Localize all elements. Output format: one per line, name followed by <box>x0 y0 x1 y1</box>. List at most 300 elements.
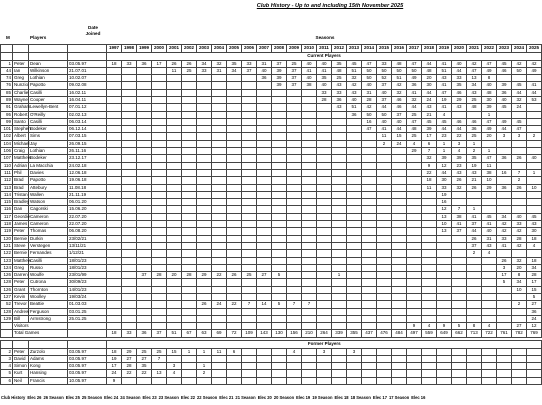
season-games-cell <box>107 133 122 140</box>
season-games-cell <box>422 355 437 362</box>
season-games-cell <box>152 279 167 286</box>
season-games-cell <box>107 235 122 242</box>
summary-cell: 67 <box>182 330 197 337</box>
season-games-cell <box>302 294 317 301</box>
summary-cell: 782 <box>512 330 527 337</box>
date-joined-cell: 07.01.12 <box>68 104 107 111</box>
season-games-cell <box>212 133 227 140</box>
season-games-cell <box>122 89 137 96</box>
season-games-cell: 47 <box>482 60 497 67</box>
season-games-cell <box>137 75 152 82</box>
season-games-cell <box>302 155 317 162</box>
season-games-cell <box>332 301 347 308</box>
member-number-cell: 118 <box>1 221 13 228</box>
season-games-cell <box>392 191 407 198</box>
last-name-cell: Attebury <box>29 184 68 191</box>
first-name-cell: Tristan <box>14 191 28 197</box>
sheet-tab[interactable]: Elec 24 <box>104 395 119 400</box>
last-name-cell: Woolley <box>29 294 68 301</box>
first-name-cell: Bernie <box>14 235 28 241</box>
first-name-cell: James <box>14 221 28 227</box>
season-games-cell <box>167 140 182 147</box>
season-games-cell <box>347 363 362 370</box>
season-games-cell <box>317 184 332 191</box>
date-joined-cell: 16.02.11 <box>68 89 107 96</box>
season-games-cell <box>317 272 332 279</box>
season-games-cell <box>362 348 377 355</box>
season-games-cell <box>407 235 422 242</box>
season-games-cell <box>377 257 392 264</box>
year-header-cell: 1997 <box>107 45 122 53</box>
season-games-cell <box>182 96 197 103</box>
season-games-cell <box>527 75 542 82</box>
season-games-cell <box>122 184 137 191</box>
season-games-cell <box>152 286 167 293</box>
season-games-cell <box>107 213 122 220</box>
season-games-cell <box>137 264 152 271</box>
season-games-cell <box>302 140 317 147</box>
season-games-cell <box>422 363 437 370</box>
season-games-cell <box>122 82 137 89</box>
season-games-cell <box>272 169 287 176</box>
sheet-tab[interactable]: 19 Season <box>312 395 333 400</box>
sheet-tab[interactable]: Elec 17 <box>372 395 387 400</box>
first-name-cell: Charlie <box>14 89 29 95</box>
summary-cell: 355 <box>347 330 362 337</box>
summary-cell: 210 <box>302 330 317 337</box>
season-games-cell <box>122 126 137 133</box>
sheet-tab[interactable]: Elec 23 <box>142 395 157 400</box>
season-games-cell: 32 <box>407 96 422 103</box>
season-games-cell <box>272 133 287 140</box>
season-games-cell <box>227 257 242 264</box>
season-games-cell <box>122 272 137 279</box>
season-games-cell <box>212 199 227 206</box>
season-games-cell <box>302 199 317 206</box>
sheet-tab[interactable]: 22 Season <box>197 395 218 400</box>
sheet-tab[interactable]: 17 Season <box>388 395 410 400</box>
season-games-cell <box>497 177 512 184</box>
summary-cell: 130 <box>272 330 287 337</box>
season-games-cell: 48 <box>467 104 482 111</box>
season-games-cell <box>212 111 227 118</box>
season-games-cell <box>407 177 422 184</box>
season-games-cell <box>167 162 182 169</box>
summary-cell: 476 <box>377 330 392 337</box>
season-games-cell <box>182 242 197 249</box>
summary-cell <box>242 323 257 330</box>
season-games-cell <box>107 96 122 103</box>
season-games-cell <box>137 199 152 206</box>
season-games-cell <box>242 355 257 362</box>
season-games-cell: 33 <box>242 60 257 67</box>
season-games-cell <box>287 169 302 176</box>
season-games-cell <box>287 199 302 206</box>
season-games-cell <box>317 162 332 169</box>
sheet-tab[interactable]: 18 Season <box>350 395 371 400</box>
season-games-cell <box>227 235 242 242</box>
member-number-cell: 95 <box>1 111 13 118</box>
season-games-cell: 44 <box>527 89 542 96</box>
season-games-cell <box>152 264 167 271</box>
season-games-cell <box>347 191 362 198</box>
season-games-cell <box>107 250 122 257</box>
season-games-cell <box>392 363 407 370</box>
season-games-cell <box>362 228 377 235</box>
sheet-tab[interactable]: Elec 26 <box>27 395 42 400</box>
season-games-cell <box>152 162 167 169</box>
season-games-cell <box>452 355 467 362</box>
season-games-cell <box>227 169 242 176</box>
season-games-cell: 36 <box>347 111 362 118</box>
total-games-row <box>1 330 542 337</box>
year-header-cell: 2007 <box>257 45 272 53</box>
season-games-cell <box>317 213 332 220</box>
member-number-cell: 76 <box>1 82 13 89</box>
season-games-cell <box>167 242 182 249</box>
sheet-tab[interactable]: 26 Season <box>43 395 64 400</box>
season-games-cell: 39 <box>422 126 437 133</box>
season-games-cell <box>377 235 392 242</box>
season-games-cell <box>257 355 272 362</box>
year-header-cell: 2019 <box>437 45 452 53</box>
season-games-cell <box>257 206 272 213</box>
season-games-cell <box>137 206 152 213</box>
season-games-cell <box>152 308 167 315</box>
year-header-cell: 2018 <box>422 45 437 53</box>
season-games-cell <box>272 264 287 271</box>
season-games-cell <box>227 206 242 213</box>
season-games-cell <box>407 294 422 301</box>
season-games-cell <box>362 206 377 213</box>
season-games-cell <box>152 191 167 198</box>
season-games-cell <box>407 286 422 293</box>
season-games-cell <box>347 301 362 308</box>
season-games-cell <box>332 111 347 118</box>
season-games-cell <box>392 221 407 228</box>
season-games-cell: 33 <box>452 75 467 82</box>
season-games-cell: 29 <box>197 272 212 279</box>
season-games-cell: 46 <box>497 67 512 74</box>
season-games-cell <box>167 126 182 133</box>
season-games-cell <box>362 133 377 140</box>
season-games-cell <box>272 257 287 264</box>
season-games-cell: 28 <box>122 363 137 370</box>
season-games-cell <box>422 228 437 235</box>
season-games-cell <box>197 221 212 228</box>
season-games-cell <box>527 348 542 355</box>
season-games-cell <box>152 118 167 125</box>
season-games-cell <box>272 221 287 228</box>
summary-cell <box>302 323 317 330</box>
season-games-cell <box>467 191 482 198</box>
first-name-cell: Kurt <box>13 370 29 377</box>
season-games-cell: 40 <box>377 89 392 96</box>
season-games-cell <box>497 206 512 213</box>
season-games-cell: 13 <box>467 75 482 82</box>
season-games-cell <box>137 242 152 249</box>
season-games-cell: 30 <box>422 82 437 89</box>
season-games-cell <box>227 377 242 384</box>
sheet-tab[interactable]: 21 Season <box>235 395 256 400</box>
season-games-cell: 41 <box>452 221 467 228</box>
season-games-cell <box>302 377 317 384</box>
season-games-cell <box>287 221 302 228</box>
season-games-cell <box>152 235 167 242</box>
first-name-cell: David <box>13 355 29 362</box>
season-games-cell: 40 <box>302 60 317 67</box>
last-name-cell: Kong <box>29 363 68 370</box>
date-joined-cell: 16.04.11 <box>68 96 107 103</box>
season-games-cell <box>197 75 212 82</box>
season-games-cell <box>452 235 467 242</box>
season-games-cell: 44 <box>452 126 467 133</box>
season-games-cell <box>152 104 167 111</box>
season-games-cell <box>182 301 197 308</box>
season-games-cell: 25 <box>152 348 167 355</box>
season-games-cell: 41 <box>437 104 452 111</box>
summary-cell <box>362 323 377 330</box>
first-name-cell: Kevin <box>13 294 29 301</box>
season-games-cell <box>227 155 242 162</box>
sheet-tab[interactable]: Elec 21 <box>219 395 234 400</box>
member-number-cell: 113 <box>1 184 13 191</box>
season-games-cell <box>107 279 122 286</box>
season-games-cell <box>482 315 497 322</box>
sheet-tab[interactable]: 20 Season <box>273 395 295 400</box>
date-joined-cell: 06.03.14 <box>68 118 107 125</box>
season-games-cell <box>167 279 182 286</box>
season-games-cell <box>287 264 302 271</box>
first-name-cell: Peter <box>13 228 29 235</box>
date-joined-cell: 10.05.97 <box>68 377 107 384</box>
season-games-cell <box>332 264 347 271</box>
blank-cell <box>13 45 29 53</box>
season-games-cell: 49 <box>527 67 542 74</box>
season-games-cell <box>197 235 212 242</box>
season-games-cell: 40 <box>302 75 317 82</box>
date-joined-cell: 06.01.20 <box>68 199 107 206</box>
sheet-tab[interactable]: Elec 16 <box>411 395 426 400</box>
season-games-cell <box>152 294 167 301</box>
season-games-cell <box>197 279 212 286</box>
season-games-cell <box>167 228 182 235</box>
member-number-cell: 128 <box>1 279 13 286</box>
season-games-cell: 21 <box>422 111 437 118</box>
season-games-cell <box>167 155 182 162</box>
season-games-cell <box>392 257 407 264</box>
summary-cell <box>347 323 362 330</box>
summary-cell: 72 <box>227 330 242 337</box>
season-games-cell: 34 <box>197 60 212 67</box>
sheet-tab[interactable]: Club History <box>1 395 26 400</box>
season-games-cell <box>182 133 197 140</box>
season-games-cell <box>392 355 407 362</box>
season-games-cell <box>332 348 347 355</box>
season-games-cell: 46 <box>467 118 482 125</box>
season-games-cell: 37 <box>287 82 302 89</box>
season-games-cell <box>227 221 242 228</box>
season-games-cell <box>137 235 152 242</box>
season-games-cell: 26 <box>467 235 482 242</box>
table-row <box>1 75 542 82</box>
season-games-cell <box>122 118 137 125</box>
last-name-cell: Jay <box>29 140 68 147</box>
season-games-cell <box>317 257 332 264</box>
last-name-cell: Cooper <box>29 96 68 103</box>
season-games-cell <box>362 213 377 220</box>
sheet-tab[interactable]: Elec 19 <box>296 395 311 400</box>
season-games-cell: 15 <box>167 348 182 355</box>
season-games-cell <box>242 250 257 257</box>
summary-cell: 559 <box>422 330 437 337</box>
season-games-cell <box>362 250 377 257</box>
season-games-cell <box>317 133 332 140</box>
season-games-cell <box>137 148 152 155</box>
season-games-cell: 41 <box>377 126 392 133</box>
season-games-cell: 33 <box>512 221 527 228</box>
season-games-cell: 37 <box>377 96 392 103</box>
season-games-cell <box>152 75 167 82</box>
season-games-cell: 43 <box>452 169 467 176</box>
season-games-cell: 47 <box>512 126 527 133</box>
season-games-cell: 19 <box>467 162 482 169</box>
season-games-cell <box>422 370 437 377</box>
season-games-cell <box>467 315 482 322</box>
season-games-cell <box>212 184 227 191</box>
season-games-cell: 36 <box>257 75 272 82</box>
sheet-tab[interactable]: Elec 25 <box>65 395 80 400</box>
season-games-cell <box>257 348 272 355</box>
season-games-cell: 47 <box>362 126 377 133</box>
season-games-cell <box>437 301 452 308</box>
season-games-cell <box>467 301 482 308</box>
season-games-cell <box>137 82 152 89</box>
last-name-cell: Wallen <box>29 191 68 198</box>
season-games-cell <box>227 96 242 103</box>
table-row <box>1 370 542 377</box>
member-number-cell: 112 <box>1 177 13 184</box>
season-games-cell <box>347 286 362 293</box>
season-games-cell <box>242 126 257 133</box>
sheet-tab[interactable]: 23 Season <box>158 395 179 400</box>
season-games-cell: 4 <box>437 111 452 118</box>
season-games-cell <box>392 228 407 235</box>
table-row <box>1 301 542 308</box>
section-label: Former Players <box>107 341 542 349</box>
summary-cell <box>167 323 182 330</box>
season-games-cell <box>122 257 137 264</box>
season-games-cell <box>317 111 332 118</box>
season-games-cell <box>272 111 287 118</box>
season-games-cell <box>332 118 347 125</box>
member-number-cell: 101 <box>1 126 13 133</box>
season-games-cell <box>407 199 422 206</box>
season-games-cell <box>197 82 212 89</box>
season-games-cell <box>287 355 302 362</box>
season-games-cell <box>437 355 452 362</box>
season-games-cell <box>272 184 287 191</box>
season-games-cell <box>332 213 347 220</box>
summary-cell: 8 <box>467 323 482 330</box>
season-games-cell <box>227 75 242 82</box>
season-games-cell: 47 <box>407 118 422 125</box>
season-games-cell: 33 <box>497 235 512 242</box>
year-header-cell: 2024 <box>512 45 527 53</box>
season-games-cell: 46 <box>452 89 467 96</box>
season-games-cell <box>302 279 317 286</box>
season-games-cell <box>122 279 137 286</box>
table-row <box>1 118 542 125</box>
season-games-cell <box>437 264 452 271</box>
season-games-cell: 45 <box>512 118 527 125</box>
season-games-cell <box>107 294 122 301</box>
date-joined-cell: 22.07.20 <box>68 213 107 220</box>
season-games-cell: 2 <box>527 133 542 140</box>
date-joined-cell: 06.12.14 <box>68 126 107 133</box>
season-games-cell <box>332 148 347 155</box>
member-number-cell: 124 <box>1 264 13 271</box>
last-name-cell: Francis <box>29 377 68 384</box>
season-games-cell: 16 <box>362 118 377 125</box>
season-games-cell <box>107 89 122 96</box>
season-games-cell: 48 <box>407 126 422 133</box>
season-games-cell <box>362 301 377 308</box>
season-games-cell <box>152 301 167 308</box>
season-games-cell <box>242 264 257 271</box>
sheet-tab[interactable]: Elec 20 <box>257 395 272 400</box>
member-number-cell: 128 <box>1 308 13 315</box>
season-games-cell <box>302 250 317 257</box>
season-games-cell <box>137 308 152 315</box>
season-games-cell <box>287 206 302 213</box>
last-name-cell: Lothian <box>29 75 68 82</box>
season-games-cell <box>362 169 377 176</box>
season-games-cell <box>182 257 197 264</box>
season-games-cell: 33 <box>317 89 332 96</box>
season-games-cell <box>257 279 272 286</box>
season-games-cell: 23 <box>452 162 467 169</box>
season-games-cell: 1 <box>197 363 212 370</box>
season-games-cell <box>362 221 377 228</box>
season-games-cell <box>347 355 362 362</box>
season-games-cell <box>377 294 392 301</box>
season-games-cell <box>272 279 287 286</box>
season-games-cell <box>332 155 347 162</box>
season-games-cell <box>497 199 512 206</box>
season-games-cell <box>152 228 167 235</box>
season-games-cell: 25 <box>407 111 422 118</box>
season-games-cell <box>257 155 272 162</box>
date-joined-cell: 14/01/23 <box>68 286 107 293</box>
season-games-cell <box>497 294 512 301</box>
sheet-tab[interactable]: Elec 22 <box>180 395 196 400</box>
season-games-cell: 39 <box>437 155 452 162</box>
current-players-table <box>0 44 542 338</box>
year-header-cell: 2009 <box>287 45 302 53</box>
season-games-cell <box>167 213 182 220</box>
member-number-cell: 5 <box>1 370 13 377</box>
sheet-tab[interactable]: 24 Season <box>120 395 141 400</box>
season-games-cell: 37 <box>377 82 392 89</box>
season-games-cell <box>212 377 227 384</box>
sheet-tab[interactable]: Elec 18 <box>334 395 349 400</box>
blank-cell <box>29 341 68 349</box>
season-games-cell <box>347 155 362 162</box>
sheet-tab[interactable]: 25 Season <box>81 395 103 400</box>
season-games-cell <box>242 294 257 301</box>
season-games-cell <box>317 169 332 176</box>
